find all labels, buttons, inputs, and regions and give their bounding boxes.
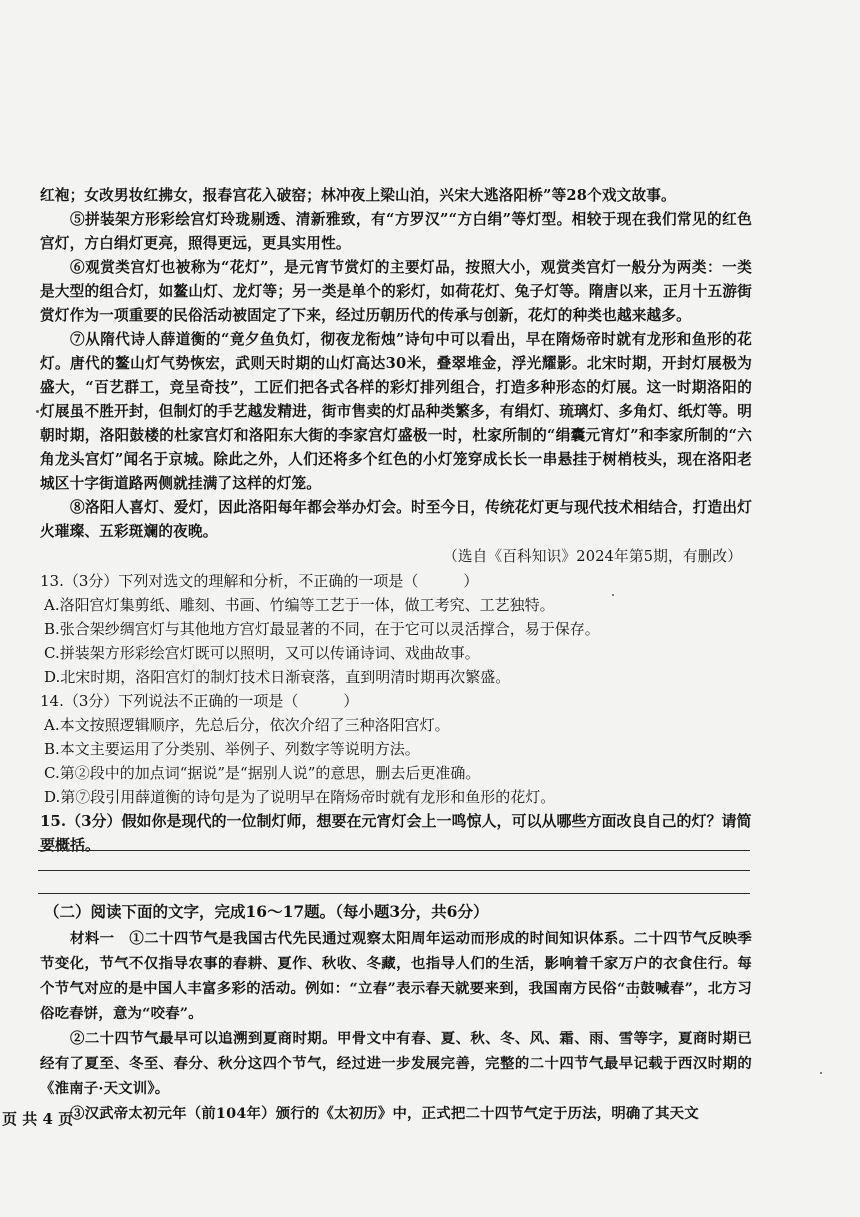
q13-option-b[interactable]: B.张合架纱绸宫灯与其他地方宫灯最显著的不同，在于它可以灵活撑合，易于保存。: [44, 620, 600, 638]
q14-option-d[interactable]: D.第⑦段引用薛道衡的诗句是为了说明早在隋炀帝时就有龙形和鱼形的花灯。: [44, 788, 556, 806]
paragraph-8: ⑧洛阳人喜灯、爱灯，因此洛阳每年都会举办灯会。时至今日，传统花灯更与现代技术相结合，打造出灯火璀璨、五彩斑斓的夜晚。: [40, 499, 752, 540]
material-one-paragraph-1: 材料一 ①二十四节气是我国古代先民通过观察太阳周年运动而形成的时间知识体系。二十四节气反映季节变化，节气不仅指导农事的春耕、夏作、秋收、冬藏，也指导人们的生活，影响着千家万户的衣食住行。每个节气对应的是中国人丰富多彩的活动。例如：“立春”表示春天就要来到，我国南方民俗“击鼓喊春”，北方习俗吃春饼，意为“咬春”。: [40, 930, 752, 1022]
reading-passage: [40, 184, 752, 857]
section-two-title: （二）阅读下面的文字，完成16～17题。（每小题3分，共6分）: [44, 902, 489, 921]
paragraph-6: ⑥观赏类宫灯也被称为“花灯”，是元宵节赏灯的主要灯品，按照大小，观赏类宫灯一般分为两类：一类是大型的组合灯，如鳌山灯、龙灯等；另一类是单个的彩灯，如荷花灯、兔子灯等。隋唐以来，正月十五游街赏灯作为一项重要的民俗活动被固定了下来，经过历朝历代的传承与创新，花灯的种类也越来越多。: [40, 259, 752, 324]
answer-line[interactable]: [38, 870, 750, 871]
q14-option-c[interactable]: C.第②段中的加点词“据说”是“据别人说”的意思，删去后更准确。: [44, 764, 481, 782]
page-footer: 页 共 4 页: [2, 1110, 74, 1128]
answer-line[interactable]: [38, 850, 750, 851]
q14-option-b[interactable]: B.本文主要运用了分类别、举例子、列数字等说明方法。: [44, 740, 420, 758]
paragraph-5: ⑤拼装架方形彩绘宫灯玲珑剔透、清新雅致，有“方罗汉”“方白绢”等灯型。相较于现在我们常见的红色宫灯，方白绢灯更亮，照得更远，更具实用性。: [40, 211, 752, 252]
source-citation: （选自《百科知识》2024年第5期，有删改）: [443, 548, 742, 565]
question-15: 15.（3分）假如你是现代的一位制灯师，想要在元宵灯会上一鸣惊人，可以从哪些方面改良自己的灯？请简要概括。: [40, 812, 752, 854]
material-one-paragraph-3: ③汉武帝太初元年（前104年）颁行的《太初历》中，正式把二十四节气定于历法，明确了其天文: [70, 1105, 699, 1122]
q13-option-c[interactable]: C.拼装架方形彩绘宫灯既可以照明，又可以传诵诗词、戏曲故事。: [44, 644, 480, 662]
paragraph-7: ⑦从隋代诗人薛道衡的“竟夕鱼负灯，彻夜龙衔烛”诗句中可以看出，早在隋炀帝时就有龙形和鱼形的花灯。唐代的鳌山灯气势恢宏，武则天时期的山灯高达30米，叠翠堆金，浮光耀影。北宋时期，开封灯展极为盛大，“百艺群工，竞呈奇技”，工匠们把各式各样的彩灯排列组合，打造多种形态的灯展。这一时期洛阳的灯展虽不胜开封，但制灯的手艺越发精进，街市售卖的灯品种类繁多，有绢灯、琉璃灯、多角灯、纸灯等。明朝时期，洛阳鼓楼的杜家宫灯和洛阳东大街的李家宫灯盛极一时，杜家所制的“绢囊元宵灯”和李家所制的“六角龙头宫灯”闻名于京城。除此之外，人们还将多个红色的小灯笼穿成长长一串悬挂于树梢枝头，现在洛阳老城区十字街道路两侧就挂满了这样的灯笼。: [40, 331, 752, 492]
question-13: 13.（3分）下列对选文的理解和分析，不正确的一项是（ ）: [40, 572, 479, 590]
scan-speck: [820, 1072, 822, 1074]
paragraph-continued: 红袍；女改男妆红拂女，报春宫花入破窑；林冲夜上梁山泊，兴宋大逃洛阳桥”等28个戏文故事。: [40, 187, 676, 204]
section-two: [40, 900, 752, 1126]
q13-option-d[interactable]: D.北宋时期，洛阳宫灯的制灯技术日渐衰落，直到明清时期再次繁盛。: [44, 668, 511, 686]
q13-option-a[interactable]: A.洛阳宫灯集剪纸、雕刻、书画、竹编等工艺于一体，做工考究、工艺独特。: [44, 596, 555, 614]
question-14: 14.（3分）下列说法不正确的一项是（ ）: [40, 692, 359, 710]
q14-option-a[interactable]: A.本文按照逻辑顺序，先总后分，依次介绍了三种洛阳宫灯。: [44, 716, 450, 734]
scan-speck: [36, 410, 39, 413]
answer-line[interactable]: [38, 893, 750, 894]
material-one-paragraph-2: ②二十四节气最早可以追溯到夏商时期。甲骨文中有春、夏、秋、冬、风、霜、雨、雪等字，夏商时期已经有了夏至、冬至、春分、秋分这四个节气，经过进一步发展完善，完整的二十四节气最早记载于西汉时期的《淮南子·天文训》。: [40, 1030, 752, 1097]
